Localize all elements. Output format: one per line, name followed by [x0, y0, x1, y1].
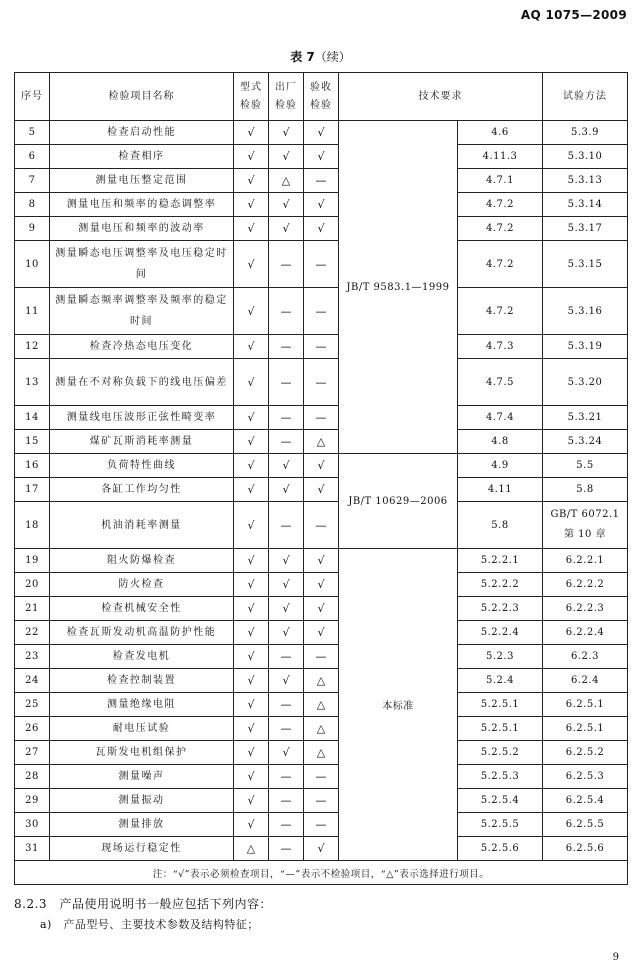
row-number: 10	[15, 241, 50, 288]
table-row	[15, 621, 628, 645]
table-row	[15, 145, 628, 169]
table-caption-cont: （续）	[314, 50, 351, 64]
header-acceptance-test	[304, 73, 339, 121]
test-method: 6.2.5.5	[543, 813, 628, 837]
test-method-line2: 第 10 章	[563, 529, 607, 540]
factory-test-mark: —	[269, 502, 304, 549]
test-method: 6.2.2.2	[543, 573, 628, 597]
type-test-mark: √	[234, 359, 269, 406]
row-number: 15	[15, 430, 50, 454]
clause-ref: 5.2.5.3	[458, 765, 543, 789]
type-test-mark: √	[234, 765, 269, 789]
acceptance-test-mark: —	[304, 335, 339, 359]
type-test-mark: √	[234, 693, 269, 717]
item-name: 测量线电压波形正弦性畸变率	[50, 406, 234, 430]
acceptance-test-mark: —	[304, 502, 339, 549]
table-row	[15, 430, 628, 454]
table-row	[15, 741, 628, 765]
type-test-mark: √	[234, 621, 269, 645]
header-seq: 序号	[15, 73, 50, 121]
clause-ref: 5.2.5.5	[458, 813, 543, 837]
clause-ref: 5.8	[458, 502, 543, 549]
factory-test-mark: —	[269, 789, 304, 813]
factory-test-mark: —	[269, 430, 304, 454]
acceptance-test-mark: —	[304, 359, 339, 406]
acceptance-test-mark: √	[304, 573, 339, 597]
item-name: 防火检查	[50, 573, 234, 597]
table-row	[15, 789, 628, 813]
item-name: 负荷特性曲线	[50, 454, 234, 478]
test-method: 6.2.5.1	[543, 693, 628, 717]
test-method: 6.2.2.1	[543, 549, 628, 573]
type-test-mark: √	[234, 813, 269, 837]
row-number: 27	[15, 741, 50, 765]
table-note-row	[15, 861, 628, 885]
row-number: 24	[15, 669, 50, 693]
table-row	[15, 813, 628, 837]
table-row	[15, 169, 628, 193]
factory-test-mark: —	[269, 335, 304, 359]
factory-test-mark: —	[269, 837, 304, 861]
item-name: 检查瓦斯发动机高温防护性能	[50, 621, 234, 645]
test-method: 5.3.16	[543, 288, 628, 335]
table-row	[15, 717, 628, 741]
row-number: 31	[15, 837, 50, 861]
acceptance-test-mark: —	[304, 169, 339, 193]
table-row	[15, 478, 628, 502]
type-test-mark: √	[234, 430, 269, 454]
factory-test-mark: —	[269, 813, 304, 837]
clause-ref: 4.7.3	[458, 335, 543, 359]
table-row	[15, 335, 628, 359]
factory-test-mark: √	[269, 597, 304, 621]
row-number: 13	[15, 359, 50, 406]
test-method: 6.2.3	[543, 645, 628, 669]
acceptance-test-mark: —	[304, 406, 339, 430]
table-row	[15, 645, 628, 669]
acceptance-test-mark: √	[304, 597, 339, 621]
table-row	[15, 217, 628, 241]
type-test-mark: √	[234, 597, 269, 621]
table-row	[15, 549, 628, 573]
item-name: 测量电压整定范围	[50, 169, 234, 193]
acceptance-test-mark: △	[304, 693, 339, 717]
acceptance-test-mark: △	[304, 669, 339, 693]
acceptance-test-mark: √	[304, 549, 339, 573]
factory-test-mark: —	[269, 765, 304, 789]
table-row	[15, 241, 628, 288]
row-number: 23	[15, 645, 50, 669]
factory-test-mark: —	[269, 288, 304, 335]
row-number: 7	[15, 169, 50, 193]
header-factory-test-line1: 出厂	[275, 81, 297, 93]
type-test-mark: √	[234, 478, 269, 502]
test-method: 5.3.20	[543, 359, 628, 406]
factory-test-mark: √	[269, 454, 304, 478]
type-test-mark: √	[234, 217, 269, 241]
item-name: 各缸工作均匀性	[50, 478, 234, 502]
test-method: 5.3.19	[543, 335, 628, 359]
type-test-mark: √	[234, 335, 269, 359]
clause-ref: 4.11.3	[458, 145, 543, 169]
header-item-name: 检验项目名称	[50, 73, 234, 121]
row-number: 22	[15, 621, 50, 645]
clause-ref: 5.2.5.2	[458, 741, 543, 765]
acceptance-test-mark: √	[304, 121, 339, 145]
section-8-2-3: 8.2.3 产品使用说明书一般应包括下列内容：	[14, 897, 273, 911]
table-row	[15, 765, 628, 789]
test-method: 6.2.5.1	[543, 717, 628, 741]
test-method-line1: GB/T 6072.1	[550, 509, 620, 520]
header-acceptance-test-line1: 验收	[310, 81, 332, 93]
clause-ref: 4.7.2	[458, 241, 543, 288]
factory-test-mark: —	[269, 693, 304, 717]
factory-test-mark: △	[269, 169, 304, 193]
item-name: 煤矿瓦斯消耗率测量	[50, 430, 234, 454]
clause-ref: 5.2.2.3	[458, 597, 543, 621]
factory-test-mark: √	[269, 573, 304, 597]
test-method: 5.3.21	[543, 406, 628, 430]
clause-ref: 4.7.5	[458, 359, 543, 406]
row-number: 25	[15, 693, 50, 717]
test-method	[543, 502, 628, 549]
clause-ref: 5.2.3	[458, 645, 543, 669]
table-row	[15, 597, 628, 621]
tech-standard-group: 本标准	[339, 549, 458, 861]
factory-test-mark: —	[269, 645, 304, 669]
item-name: 检查发电机	[50, 645, 234, 669]
type-test-mark: √	[234, 406, 269, 430]
item-name: 测量电压和频率的稳态调整率	[50, 193, 234, 217]
type-test-mark: √	[234, 789, 269, 813]
clause-ref: 5.2.2.1	[458, 549, 543, 573]
type-test-mark: √	[234, 193, 269, 217]
test-method: 5.5	[543, 454, 628, 478]
factory-test-mark: √	[269, 217, 304, 241]
header-type-test-line2: 检验	[240, 99, 262, 111]
row-number: 29	[15, 789, 50, 813]
type-test-mark: √	[234, 121, 269, 145]
row-number: 11	[15, 288, 50, 335]
row-number: 30	[15, 813, 50, 837]
test-method: 5.8	[543, 478, 628, 502]
type-test-mark: √	[234, 645, 269, 669]
factory-test-mark: √	[269, 741, 304, 765]
item-name: 阻火防爆检查	[50, 549, 234, 573]
row-number: 8	[15, 193, 50, 217]
item-name: 检查冷热态电压变化	[50, 335, 234, 359]
acceptance-test-mark: △	[304, 430, 339, 454]
acceptance-test-mark: √	[304, 454, 339, 478]
table-row	[15, 837, 628, 861]
table-caption-label: 表 7	[290, 50, 315, 64]
row-number: 28	[15, 765, 50, 789]
factory-test-mark: √	[269, 145, 304, 169]
table-caption	[0, 48, 641, 65]
list-item-a: a) 产品型号、主要技术参数及结构特征；	[40, 918, 259, 931]
clause-ref: 4.7.1	[458, 169, 543, 193]
test-method: 5.3.17	[543, 217, 628, 241]
table-row	[15, 454, 628, 478]
row-number: 21	[15, 597, 50, 621]
clause-ref: 4.7.4	[458, 406, 543, 430]
row-number: 17	[15, 478, 50, 502]
clause-ref: 4.7.2	[458, 217, 543, 241]
item-name: 检查相序	[50, 145, 234, 169]
clause-ref: 5.2.2.2	[458, 573, 543, 597]
test-method: 6.2.5.3	[543, 765, 628, 789]
clause-ref: 5.2.5.1	[458, 693, 543, 717]
type-test-mark: √	[234, 717, 269, 741]
item-name: 瓦斯发电机组保护	[50, 741, 234, 765]
factory-test-mark: √	[269, 621, 304, 645]
item-name: 现场运行稳定性	[50, 837, 234, 861]
clause-ref: 5.2.4	[458, 669, 543, 693]
clause-ref: 5.2.5.1	[458, 717, 543, 741]
type-test-mark: √	[234, 145, 269, 169]
table-row	[15, 669, 628, 693]
acceptance-test-mark: —	[304, 813, 339, 837]
clause-ref: 5.2.5.4	[458, 789, 543, 813]
row-number: 19	[15, 549, 50, 573]
acceptance-test-mark: √	[304, 145, 339, 169]
item-name: 检查控制装置	[50, 669, 234, 693]
table-row	[15, 573, 628, 597]
factory-test-mark: √	[269, 549, 304, 573]
header-test-method: 试验方法	[543, 73, 628, 121]
table-row	[15, 359, 628, 406]
acceptance-test-mark: —	[304, 288, 339, 335]
item-name: 检查启动性能	[50, 121, 234, 145]
inspection-table	[14, 72, 628, 885]
row-number: 14	[15, 406, 50, 430]
clause-ref: 5.2.2.4	[458, 621, 543, 645]
row-number: 5	[15, 121, 50, 145]
tech-standard-group: JB/T 9583.1—1999	[339, 121, 458, 454]
acceptance-test-mark: √	[304, 837, 339, 861]
acceptance-test-mark: —	[304, 789, 339, 813]
test-method: 5.3.14	[543, 193, 628, 217]
item-name: 测量噪声	[50, 765, 234, 789]
table-row	[15, 193, 628, 217]
table-header-row	[15, 73, 628, 121]
table-row	[15, 502, 628, 549]
test-method: 5.3.15	[543, 241, 628, 288]
test-method: 5.3.10	[543, 145, 628, 169]
acceptance-test-mark: √	[304, 193, 339, 217]
header-tech-requirement: 技术要求	[339, 73, 543, 121]
type-test-mark: √	[234, 454, 269, 478]
header-type-test	[234, 73, 269, 121]
factory-test-mark: √	[269, 193, 304, 217]
row-number: 20	[15, 573, 50, 597]
factory-test-mark: √	[269, 478, 304, 502]
type-test-mark: √	[234, 169, 269, 193]
page-number: 9	[612, 952, 619, 963]
row-number: 26	[15, 717, 50, 741]
test-method: 6.2.2.4	[543, 621, 628, 645]
item-name: 机油消耗率测量	[50, 502, 234, 549]
clause-ref: 4.9	[458, 454, 543, 478]
acceptance-test-mark: —	[304, 645, 339, 669]
acceptance-test-mark: √	[304, 621, 339, 645]
test-method: 5.3.13	[543, 169, 628, 193]
factory-test-mark: —	[269, 359, 304, 406]
tech-standard-group: JB/T 10629—2006	[339, 454, 458, 549]
item-name: 测量瞬态电压调整率及电压稳定时间	[50, 241, 234, 288]
clause-ref: 4.7.2	[458, 288, 543, 335]
table-note: 注：“√”表示必须检查项目，“—”表示不检验项目，“△”表示选择进行项目。	[15, 861, 628, 885]
clause-ref: 5.2.5.6	[458, 837, 543, 861]
test-method: 6.2.2.3	[543, 597, 628, 621]
acceptance-test-mark: —	[304, 241, 339, 288]
header-factory-test-line2: 检验	[275, 99, 297, 111]
test-method: 6.2.5.2	[543, 741, 628, 765]
type-test-mark: √	[234, 241, 269, 288]
item-name: 测量在不对称负载下的线电压偏差	[50, 359, 234, 406]
factory-test-mark: —	[269, 241, 304, 288]
type-test-mark: √	[234, 502, 269, 549]
item-name: 测量排放	[50, 813, 234, 837]
table-row	[15, 693, 628, 717]
test-method: 6.2.5.6	[543, 837, 628, 861]
item-name: 检查机械安全性	[50, 597, 234, 621]
header-acceptance-test-line2: 检验	[310, 99, 332, 111]
clause-ref: 4.8	[458, 430, 543, 454]
acceptance-test-mark: △	[304, 741, 339, 765]
item-name: 耐电压试验	[50, 717, 234, 741]
standard-code: AQ 1075—2009	[520, 8, 627, 22]
type-test-mark: △	[234, 837, 269, 861]
table-row	[15, 121, 628, 145]
factory-test-mark: —	[269, 717, 304, 741]
acceptance-test-mark: △	[304, 717, 339, 741]
test-method: 5.3.9	[543, 121, 628, 145]
table-row	[15, 406, 628, 430]
acceptance-test-mark: —	[304, 765, 339, 789]
table-row	[15, 288, 628, 335]
factory-test-mark: —	[269, 406, 304, 430]
type-test-mark: √	[234, 573, 269, 597]
clause-ref: 4.6	[458, 121, 543, 145]
header-factory-test	[269, 73, 304, 121]
row-number: 9	[15, 217, 50, 241]
type-test-mark: √	[234, 549, 269, 573]
test-method: 6.2.4	[543, 669, 628, 693]
acceptance-test-mark: √	[304, 217, 339, 241]
item-name: 测量电压和频率的波动率	[50, 217, 234, 241]
type-test-mark: √	[234, 741, 269, 765]
item-name: 测量绝缘电阻	[50, 693, 234, 717]
type-test-mark: √	[234, 288, 269, 335]
clause-ref: 4.11	[458, 478, 543, 502]
item-name: 测量瞬态频率调整率及频率的稳定时间	[50, 288, 234, 335]
row-number: 18	[15, 502, 50, 549]
item-name: 测量振动	[50, 789, 234, 813]
type-test-mark: √	[234, 669, 269, 693]
row-number: 16	[15, 454, 50, 478]
test-method: 6.2.5.4	[543, 789, 628, 813]
row-number: 12	[15, 335, 50, 359]
factory-test-mark: √	[269, 669, 304, 693]
test-method: 5.3.24	[543, 430, 628, 454]
factory-test-mark: √	[269, 121, 304, 145]
clause-ref: 4.7.2	[458, 193, 543, 217]
acceptance-test-mark: √	[304, 478, 339, 502]
header-type-test-line1: 型式	[240, 81, 262, 93]
row-number: 6	[15, 145, 50, 169]
